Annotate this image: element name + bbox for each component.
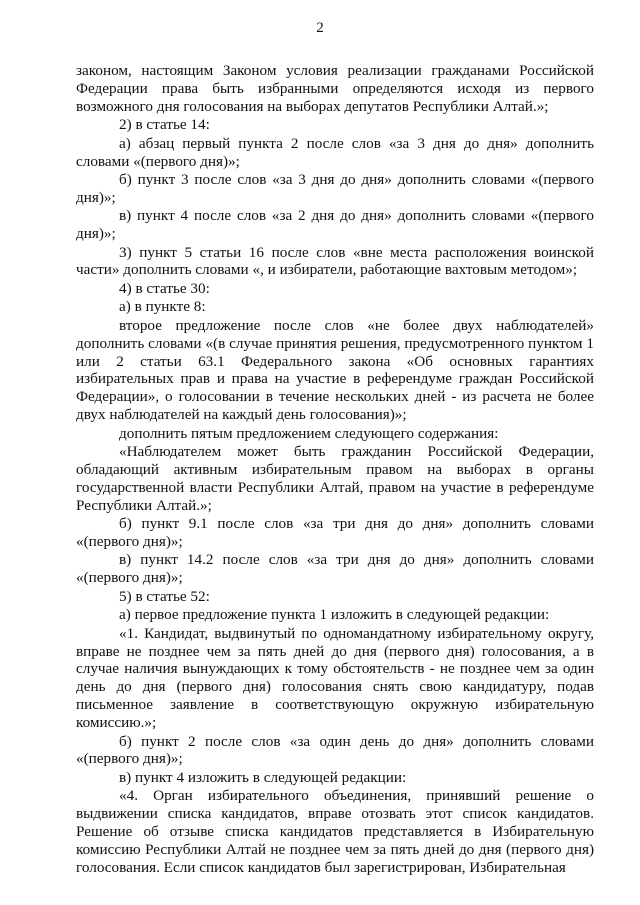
paragraph: б) пункт 3 после слов «за 3 дня до дня» дополнить словами «(первого дня)»; — [76, 170, 594, 206]
paragraph: второе предложение после слов «не более двух наблюдателей» дополнить словами «(в случае принятия решения, предусмотренного пунктом 1 или 2 статьи 63.1 Федерального закона «Об основных гарантиях избирательных прав и права на участие в референдуме граждан Российской Федерации», о голосовании в течение нескольких дней - из расчета не более двух наблюдателей на каждый день голосования)»; — [76, 316, 594, 424]
document-body — [76, 62, 594, 877]
paragraph: в) пункт 4 после слов «за 2 дня до дня» дополнить словами «(первого дня)»; — [76, 207, 594, 243]
paragraph: в) пункт 4 изложить в следующей редакции: — [119, 768, 407, 786]
paragraph: 4) в статье 30: — [119, 279, 210, 297]
paragraph: а) в пункте 8: — [119, 298, 206, 316]
paragraph: б) пункт 9.1 после слов «за три дня до дня» дополнить словами «(первого дня)»; — [76, 515, 594, 551]
paragraph: 5) в статье 52: — [119, 587, 210, 605]
page-number: 2 — [316, 20, 324, 36]
paragraph: а) абзац первый пункта 2 после слов «за 3 дня до дня» дополнить словами «(первого дня)»; — [76, 134, 594, 170]
paragraph: б) пункт 2 после слов «за один день до дня» дополнить словами «(первого дня)»; — [76, 732, 594, 768]
paragraph: законом, настоящим Законом условия реализации гражданами Российской Федерации права быть избранными определяются исходя из первого возможного дня голосования на выборах депутатов Республики Алтай.»; — [76, 62, 594, 115]
paragraph: а) первое предложение пункта 1 изложить в следующей редакции: — [119, 606, 550, 624]
paragraph: «Наблюдателем может быть гражданин Российской Федерации, обладающий активным избирательным правом на выборах в органы государственной власти Республики Алтай, правом на участие в референдуме Республики Алтай.»; — [76, 443, 594, 514]
paragraph: 2) в статье 14: — [119, 116, 210, 134]
paragraph: «4. Орган избирательного объединения, принявший решение о выдвижении списка кандидатов, вправе отозвать этот список кандидатов. Решение об отзыве списка кандидатов представляется в Избирательную комиссию Республики Алтай не позднее чем за пять дней до дня (первого дня) голосования. Если список кандидатов был зарегистрирован, Избирательная — [76, 787, 594, 876]
paragraph: в) пункт 14.2 после слов «за три дня до дня» дополнить словами «(первого дня)»; — [76, 551, 594, 587]
paragraph: «1. Кандидат, выдвинутый по одномандатному избирательному округу, вправе не позднее чем за пять дней до дня (первого дня) голосования, а в случае наличия вынуждающих к тому обстоятельств - не позднее чем за один день до дня (первого дня) голосования снять свою кандидатуру, подав письменное заявление в соответствующую окружную избирательную комиссию.»; — [76, 624, 594, 732]
paragraph: дополнить пятым предложением следующего содержания: — [119, 424, 499, 442]
paragraph: 3) пункт 5 статьи 16 после слов «вне места расположения воинской части» дополнить словами «, и избиратели, работающие вахтовым методом»; — [76, 243, 594, 279]
